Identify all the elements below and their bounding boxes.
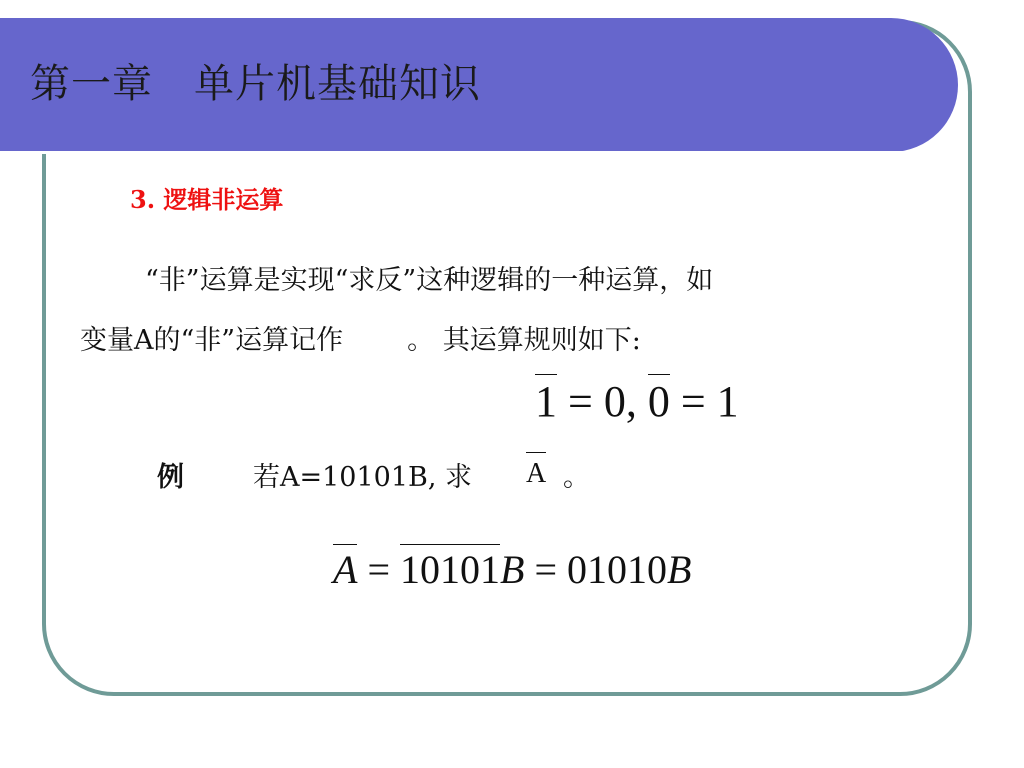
paragraph-line-2-start: 变量A的“非”运算记作	[80, 325, 344, 356]
solution-b-2: B	[667, 547, 692, 592]
rule-part-2: = 1	[669, 377, 739, 426]
solution-not-bits: 10101	[400, 547, 500, 592]
solution-b-1: B	[500, 547, 525, 592]
section-heading: 3. 逻辑非运算	[130, 185, 284, 214]
paragraph-line-1: “非”运算是实现“求反”这种逻辑的一种运算，如	[145, 265, 714, 296]
example-label: 例	[157, 462, 184, 493]
example-not-a	[526, 458, 546, 490]
example-text: 若A=10101B, 求	[253, 462, 473, 493]
not-a: A	[526, 458, 547, 489]
paragraph-line-2	[80, 318, 641, 357]
not-zero: 0	[647, 377, 670, 426]
solution-eq-1: =	[357, 547, 400, 592]
not-one: 1	[535, 377, 557, 426]
rule-part-1: = 0,	[557, 377, 648, 426]
solution-not-a: A	[333, 547, 358, 592]
solution-formula	[333, 546, 691, 593]
paragraph-line-2-end: 。 其运算规则如下:	[407, 325, 641, 356]
solution-eq-2: = 01010	[524, 547, 667, 592]
not-rule-formula	[535, 376, 739, 427]
title-underline	[0, 151, 905, 154]
page-title: 第一章 单片机基础知识	[30, 61, 481, 107]
example-end: 。	[563, 462, 590, 493]
